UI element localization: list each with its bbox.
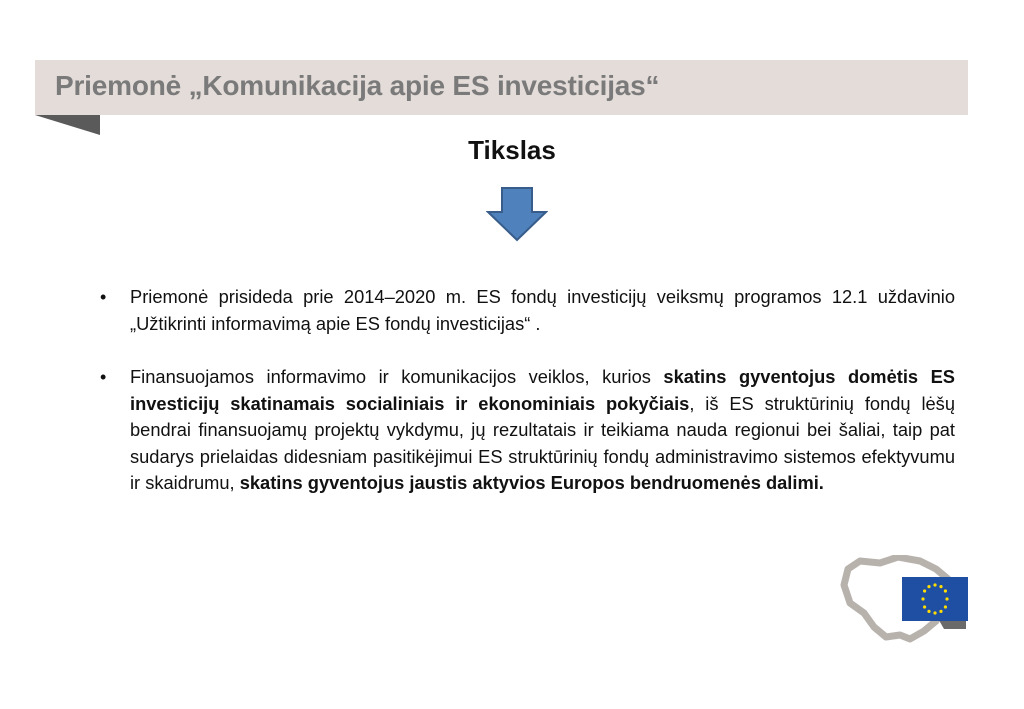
bullet-2-text-b: , iš ES struktūrinių fondų lėšų bendrai finansuojamų projektų vykdymu, jų rezultatais ir teikiama nauda regionui bei šaliai, taip pat sudarys prielaidas didesniam pasitikėjimui ES struktūrinių fondų administravimo sistemos efektyvumu ir skaidrumu, (130, 392, 955, 493)
bullet-2-text-a: Finansuojamos informavimo ir komunikacijos veiklos, kurios (130, 366, 664, 387)
down-arrow-icon (486, 186, 548, 242)
title-fold-decoration (35, 115, 100, 135)
bullet-2-bold-b: skatins gyventojus jaustis aktyvios Europos bendruomenės dalimi. (239, 472, 824, 493)
bullet-item-1 (100, 284, 955, 337)
lithuania-eu-logo (840, 555, 970, 645)
bullet-item-2 (100, 364, 955, 497)
bullet-list (100, 284, 955, 524)
bullet-dot: • (100, 367, 107, 387)
slide-title: Priemonė „Komunikacija apie ES investicijas“ (55, 70, 660, 101)
title-bar (35, 60, 968, 115)
section-heading: Tikslas (468, 135, 556, 165)
bullet-2-bold-a: skatins gyventojus domėtis ES investicijų skatinamais socialiniais ir ekonominiais pokyčiais (130, 366, 955, 414)
bullet-dot: • (100, 287, 107, 307)
bullet-1-text: Priemonė prisideda prie 2014–2020 m. ES fondų investicijų veiksmų programos 12.1 uždavinio „Užtikrinti informavimą apie ES fondų investicijas“ . (130, 286, 955, 334)
